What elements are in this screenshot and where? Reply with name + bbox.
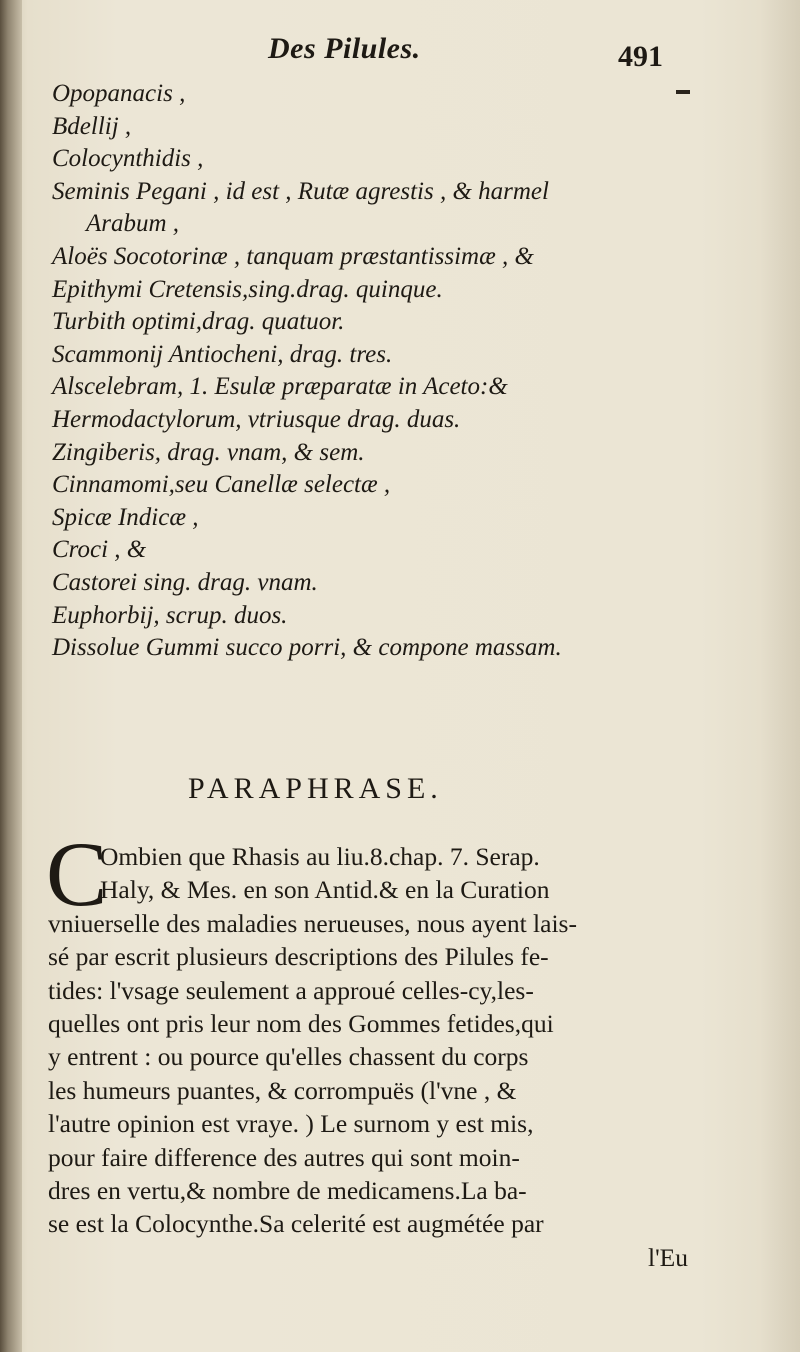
page-edge-shadow <box>760 0 800 1352</box>
catchword: l'Eu <box>647 1242 688 1272</box>
recipe-line: Alscelebram, 1. Esulæ præparatæ in Aceto:& <box>52 373 508 401</box>
recipe-line: Turbith optimi,drag. quatuor. <box>52 308 345 336</box>
recipe-list <box>52 78 702 665</box>
text-line: l'autre opinion est vraye. ) Le surnom y est mis, <box>48 1109 534 1139</box>
text-line: pour faire difference des autres qui sont moin- <box>48 1142 520 1172</box>
recipe-line: Spicæ Indicæ , <box>52 503 199 531</box>
recipe-line: Aloës Socotorinæ , tanquam præstantissimæ , & <box>52 242 534 270</box>
recipe-line: Scammonij Antiocheni, drag. tres. <box>52 340 393 368</box>
recipe-line: Arabum , <box>86 210 180 238</box>
text-line: vniuerselle des maladies nerueuses, nous ayent lais- <box>48 908 577 938</box>
recipe-line: Croci , & <box>52 536 147 564</box>
recipe-line: Bdellij , <box>52 112 132 140</box>
text-line: se est la Colocynthe.Sa celerité est augmétée par <box>48 1209 544 1239</box>
text-line: tides: l'vsage seulement a approué celles-cy,les- <box>48 975 534 1005</box>
text-line: Haly, & Mes. en son Antid.& en la Curation <box>100 875 550 905</box>
text-line: les humeurs puantes, & corrompuës (l'vne , & <box>48 1075 517 1105</box>
drop-cap: C <box>46 823 108 925</box>
binding-gutter <box>0 0 22 1352</box>
running-title: Des Pilules. <box>268 32 421 65</box>
recipe-line: Colocynthidis , <box>52 145 204 173</box>
text-line: quelles ont pris leur nom des Gommes fetides,qui <box>48 1008 554 1038</box>
recipe-line: Dissolue Gummi succo porri, & compone massam. <box>52 634 562 662</box>
recipe-line: Opopanacis , <box>52 80 186 107</box>
recipe-line: Cinnamomi,seu Canellæ selectæ , <box>52 471 391 499</box>
page-number: 491 <box>618 40 663 73</box>
text-line: Ombien que Rhasis au liu.8.chap. 7. Serap. <box>100 842 540 871</box>
recipe-line: Hermodactylorum, vtriusque drag. duas. <box>52 405 461 433</box>
paraphrase-text <box>48 840 688 1274</box>
recipe-line: Euphorbij, scrup. duos. <box>52 601 288 629</box>
recipe-line: Seminis Pegani , id est , Rutæ agrestis , & harmel <box>52 177 549 205</box>
recipe-line: Zingiberis, drag. vnam, & sem. <box>52 438 365 466</box>
recipe-line: Epithymi Cretensis,sing.drag. quinque. <box>52 275 443 303</box>
recipe-line: Castorei sing. drag. vnam. <box>52 568 318 596</box>
section-heading: PARAPHRASE. <box>188 772 443 805</box>
text-line: dres en vertu,& nombre de medicamens.La ba- <box>48 1175 527 1205</box>
page-header <box>0 30 800 80</box>
text-line: sé par escrit plusieurs descriptions des Pilules fe- <box>48 942 549 972</box>
text-line: y entrent : ou pource qu'elles chassent du corps <box>48 1042 529 1072</box>
